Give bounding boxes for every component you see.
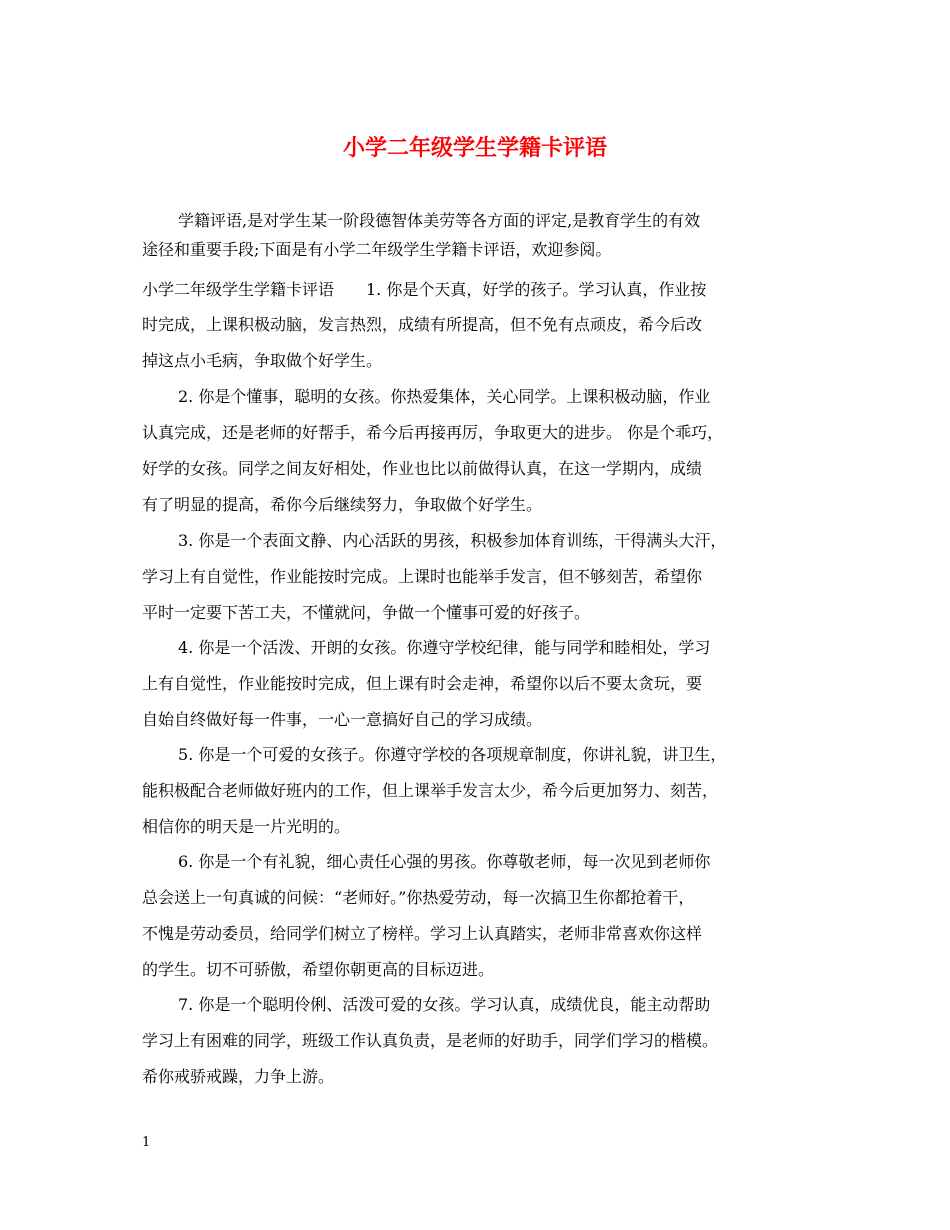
comment-line: 认真完成，还是老师的好帮手，希今后再接再厉，争取更大的进步。 你是个乖巧， [142,423,724,442]
page-title: 小学二年级学生学籍卡评语 [342,135,607,161]
comment-line: 希你戒骄戒躁，力争上游。 [142,1067,335,1086]
comment-line: 相信你的明天是一片光明的。 [142,817,351,836]
comment-line: 好学的女孩。同学之间友好相处，作业也比以前做得认真，在这一学期内，成绩 [142,459,703,478]
comment-line: 4. 你是一个活泼、开朗的女孩。你遵守学校纪律，能与同学和睦相处，学习 [178,638,711,657]
comment-line: 掉这点小毛病，争取做个好学生。 [142,351,383,370]
comment-line: 总会送上一句真诚的问候：“老师好。”你热爱劳动，每一次搞卫生你都抢着干， [142,888,695,907]
comment-line: 自始自终做好每一件事，一心一意搞好自己的学习成绩。 [142,710,543,729]
comment-line: 时完成，上课积极动脑，发言热烈，成绩有所提高，但不免有点顽皮，希今后改 [142,315,703,334]
comment-line: 5. 你是一个可爱的女孩子。你遵守学校的各项规章制度，你讲礼貌，讲卫生， [178,745,727,764]
comment-line: 上有自觉性，作业能按时完成，但上课有时会走神，希望你以后不要太贪玩，要 [142,674,703,693]
comment-line: 有了明显的提高，希你今后继续努力，争取做个好学生。 [142,495,543,514]
comment-line: 7. 你是一个聪明伶俐、活泼可爱的女孩。学习认真，成绩优良，能主动帮助 [178,995,711,1014]
comment-line: 小学二年级学生学籍卡评语 1. 你是个天真，好学的孩子。学习认真，作业按 [142,280,707,299]
comment-line: 2. 你是个懂事，聪明的女孩。你热爱集体，关心同学。上课积极动脑，作业 [178,387,711,406]
intro-line: 途径和重要手段;下面是有小学二年级学生学籍卡评语，欢迎参阅。 [142,240,612,259]
comment-line: 3. 你是一个表面文静、内心活跃的男孩，积极参加体育训练，干得满头大汗， [178,531,727,550]
comment-line: 学习上有自觉性，作业能按时完成。上课时也能举手发言，但不够刻苦，希望你 [142,567,703,586]
comment-line: 能积极配合老师做好班内的工作，但上课举手发言太少，希今后更加努力、刻苦， [142,781,719,800]
page-number: 1 [142,1135,151,1150]
comment-line: 不愧是劳动委员，给同学们树立了榜样。学习上认真踏实，老师非常喜欢你这样 [142,924,703,943]
comment-line: 6. 你是一个有礼貌，细心责任心强的男孩。你尊敬老师，每一次见到老师你 [178,852,711,871]
intro-line: 学籍评语,是对学生某一阶段德智体美劳等各方面的评定,是教育学生的有效 [178,211,701,230]
comment-line: 平时一定要下苦工夫，不懂就问，争做一个懂事可爱的好孩子。 [142,603,591,622]
comment-line: 的学生。切不可骄傲，希望你朝更高的目标迈进。 [142,960,495,979]
comment-line: 学习上有困难的同学，班级工作认真负责，是老师的好助手，同学们学习的楷模。 [142,1031,719,1050]
